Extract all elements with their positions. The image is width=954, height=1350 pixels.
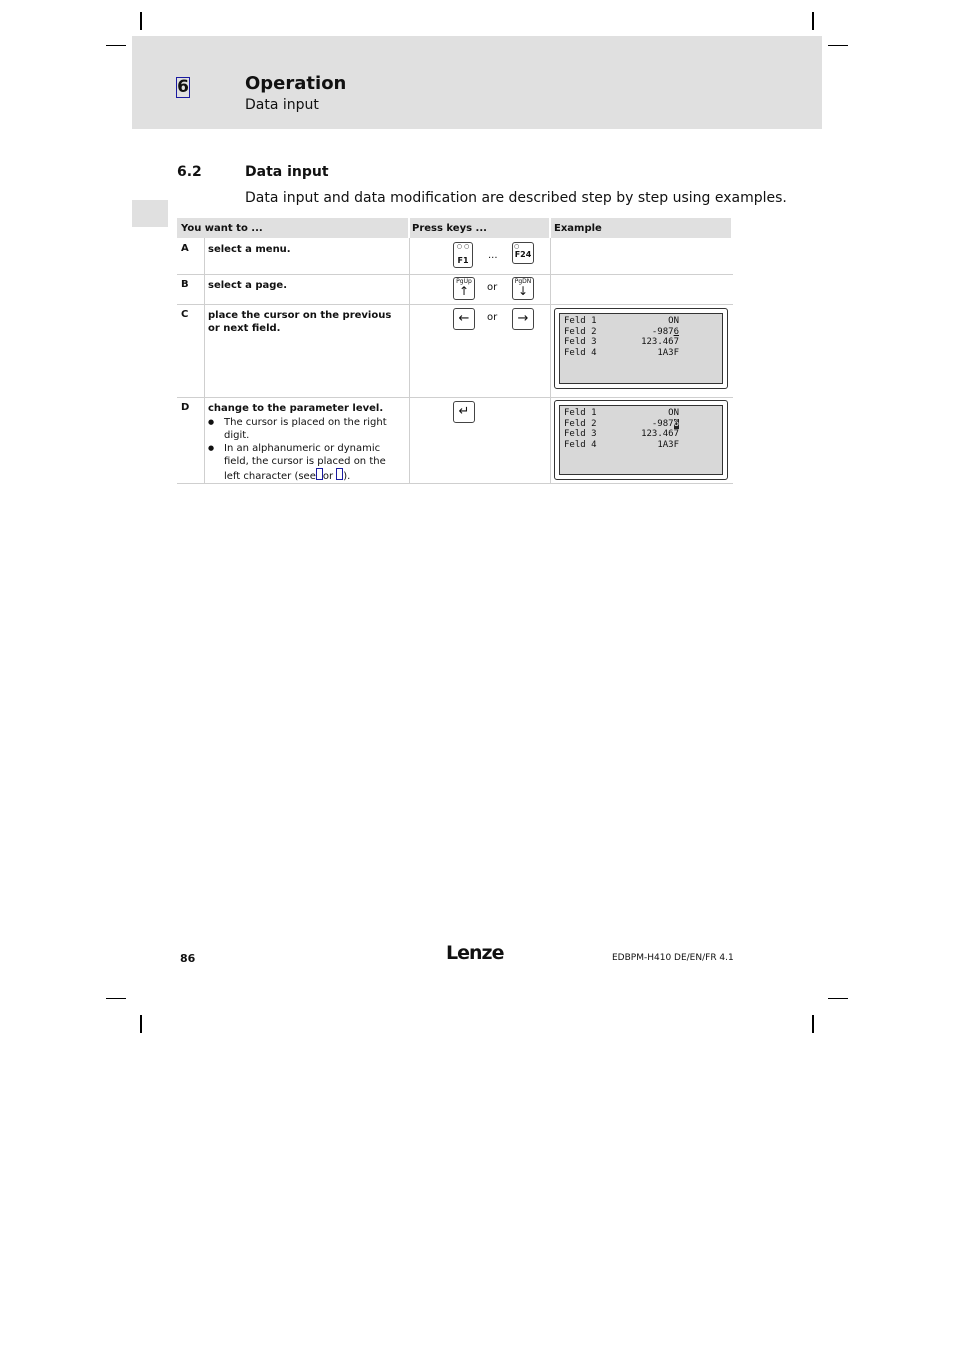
crop-mark xyxy=(106,45,126,46)
row-text: select a page. xyxy=(208,280,288,291)
row-label: C xyxy=(181,309,189,320)
document-code: EDBPM-H410 DE/EN/FR 4.1 xyxy=(612,953,734,963)
enter-key-icon: ↵ xyxy=(453,401,475,423)
or-separator: or xyxy=(487,312,498,323)
arrow-right-key-icon: → xyxy=(512,308,534,330)
row-label: A xyxy=(181,243,189,254)
side-tab xyxy=(132,200,168,227)
bullet-item: ● In an alphanumeric or dynamic field, the cursor is placed on the left character (see or ). xyxy=(208,442,404,483)
arrow-left-key-icon: ← xyxy=(453,308,475,330)
table-header-col2: Press keys ... xyxy=(410,218,549,238)
f1-key-icon: ○ ○ F1 xyxy=(453,242,473,268)
chapter-title: Operation xyxy=(245,73,347,94)
cursor-marker: 6 xyxy=(673,418,679,429)
cursor-marker: 6 xyxy=(673,326,679,337)
crop-mark xyxy=(106,998,126,999)
section-title: Data input xyxy=(245,164,329,180)
row-label: B xyxy=(181,279,189,290)
lenze-logo: Lenze xyxy=(446,942,504,964)
table-header-col3: Example xyxy=(551,218,731,238)
crop-mark xyxy=(812,1015,814,1033)
row-text: place the cursor on the previous or next field. xyxy=(208,310,392,334)
table-row xyxy=(177,304,733,398)
section-number: 6.2 xyxy=(177,164,202,180)
table-row xyxy=(177,274,733,305)
crop-mark xyxy=(812,12,814,30)
page-down-key-icon: PgDN ↓ xyxy=(512,277,534,300)
lcd-display-example: Feld 1 ON Feld 2 -9876 Feld 3 123.467 Feld 4 1A3F xyxy=(554,308,728,389)
chapter-number-link[interactable]: 6 xyxy=(177,77,189,97)
page-up-key-icon: PgUp ↑ xyxy=(453,277,475,300)
row-text: change to the parameter level. ● The cursor is placed on the right digit. ● In an alphanumeric or dynamic field, the cursor is placed on the left character (see or ). xyxy=(208,402,404,483)
chapter-subtitle: Data input xyxy=(245,97,319,113)
chapter-header-band xyxy=(132,36,822,129)
f24-key-icon: ○ F24 xyxy=(512,242,534,264)
table-row xyxy=(177,397,733,484)
data-input-table xyxy=(177,218,733,484)
or-separator: or xyxy=(487,282,498,293)
cross-reference-link[interactable] xyxy=(316,468,323,480)
section-intro: Data input and data modification are described step by step using examples. xyxy=(245,190,787,206)
page-number: 86 xyxy=(180,952,196,965)
crop-mark xyxy=(140,12,142,30)
row-text: select a menu. xyxy=(208,244,291,255)
ellipsis-separator: ... xyxy=(488,250,498,261)
crop-mark xyxy=(140,1015,142,1033)
crop-mark xyxy=(828,998,848,999)
bullet-item: ● The cursor is placed on the right digit. xyxy=(208,416,404,442)
crop-mark xyxy=(828,45,848,46)
lcd-display-example: Feld 1 ON Feld 2 -9876 Feld 3 123.467 Feld 4 1A3F xyxy=(554,400,728,480)
row-label: D xyxy=(181,402,190,413)
table-row xyxy=(177,238,733,275)
table-header-col1: You want to ... xyxy=(177,218,408,238)
